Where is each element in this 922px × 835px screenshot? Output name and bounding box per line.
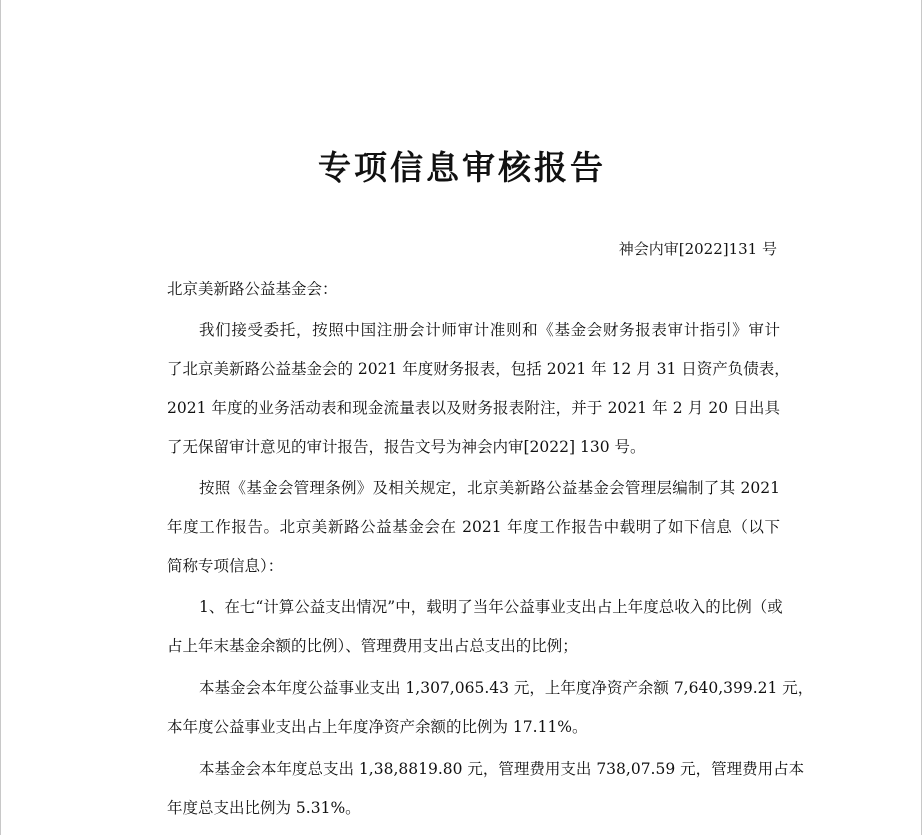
paragraph-1-line-1: 我们接受委托，按照中国注册会计师审计准则和《基金会财务报表审计指引》审计 [199, 321, 780, 339]
item-1-line-2: 占上年末基金余额的比例）、管理费用支出占总支出的比例； [167, 637, 578, 655]
paragraph-2-line-1: 按照《基金会管理条例》及相关规定，北京美新路公益基金会管理层编制了其 2021 [199, 479, 780, 497]
report-title: 专项信息审核报告 [318, 148, 606, 187]
paragraph-2-line-2: 年度工作报告。北京美新路公益基金会在 2021 年度工作报告中载明了如下信息（以下 [167, 518, 780, 536]
management-expense-line-1: 本基金会本年度总支出 1,38,8819.80 元，管理费用支出 738,07.59 元，管理费用占本 [199, 760, 805, 778]
paragraph-1-line-3: 2021 年度的业务活动表和现金流量表以及财务报表附注，并于 2021 年 2 月 20 日出具 [167, 399, 780, 417]
document-number: 神会内审[2022]131 号 [618, 240, 777, 258]
addressee: 北京美新路公益基金会： [167, 280, 338, 298]
paragraph-2-line-3: 简称专项信息）： [167, 557, 284, 575]
charity-expense-line-2: 本年度公益事业支出占上年度净资产余额的比例为 17.11%。 [167, 718, 588, 736]
management-expense-line-2: 年度总支出比例为 5.31%。 [167, 799, 361, 817]
item-1-line-1: 1、在七“计算公益支出情况”中，载明了当年公益事业支出占上年度总收入的比例（或 [199, 598, 783, 616]
paragraph-1-line-4: 了无保留审计意见的审计报告，报告文号为神会内审[2022] 130 号。 [167, 438, 646, 456]
paragraph-1-line-2: 了北京美新路公益基金会的 2021 年度财务报表，包括 2021 年 12 月 31 日资产负债表， [167, 360, 790, 378]
charity-expense-line-1: 本基金会本年度公益事业支出 1,307,065.43 元，上年度净资产余额 7,640,399.21 元， [199, 679, 814, 697]
